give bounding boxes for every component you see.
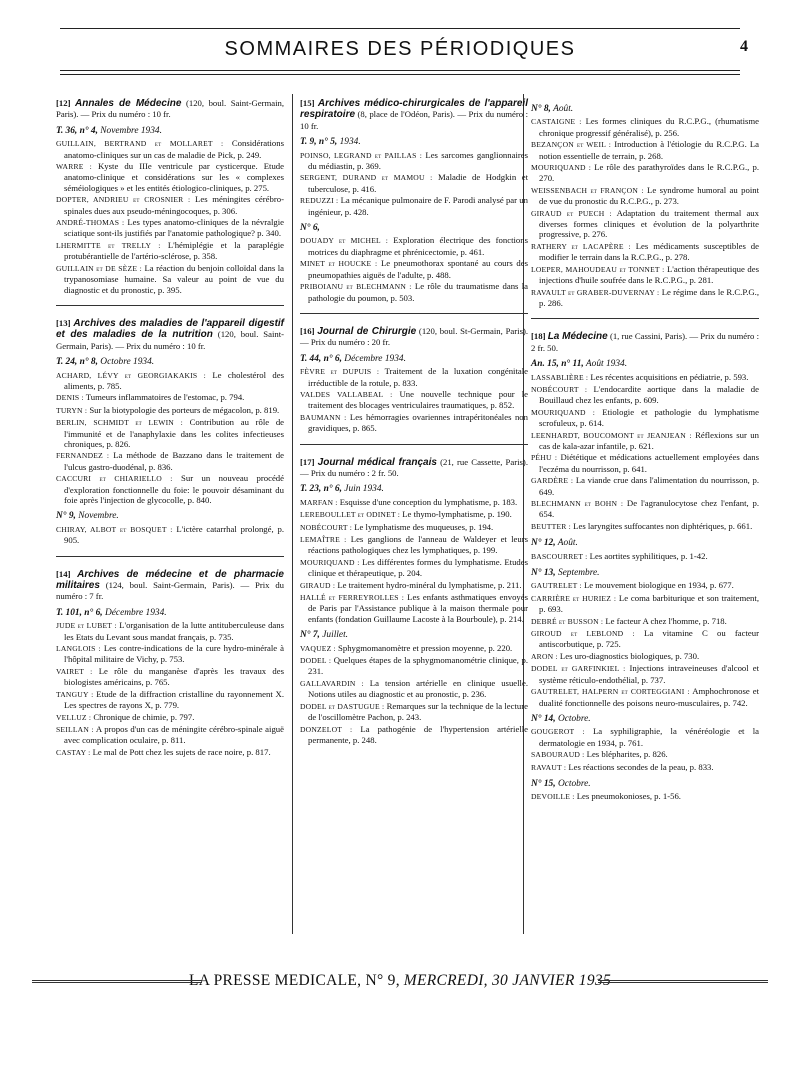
issue-heading [531,568,759,578]
article-title: Les types anatomo-cliniques de la névralgie sciatique sont-ils justifiés par l'anatomie pathologique? p. 340. [64,217,285,239]
issue-number: T. 23, n° 6, [300,484,342,495]
article-authors: CHIRAY, ALBOT et BOSQUET : [56,524,173,534]
article-entry [531,116,759,138]
article-authors: DODEL et DASTUGUE : [300,701,385,711]
article-title: Les contre-indications de la cure hydro-minérale à l'hôpital militaire de Vichy, p. 753. [64,643,285,665]
article-entry [56,263,284,295]
article-entry [56,712,284,723]
article-authors: HALLÉ et FERREYROLLES : [300,593,405,603]
article-title: Le rôle du traumatisme dans la pathologie du poumon, p. 503. [308,281,529,303]
issue-number: T. 24, n° 8, [56,357,98,368]
issue-date: Octobre. [557,778,591,789]
article-authors: DOUADY et MICHEL : [300,236,389,246]
article-authors: BERLIN, SCHMIDT et LEWIN : [56,418,183,428]
column-3 [531,98,759,804]
journal-heading [300,326,528,348]
article-authors: GUILLAIN et DE SÈZE : [56,263,142,273]
article-title: Le thymo-lymphatisme, p. 190. [402,509,512,520]
article-entry [300,258,528,280]
article-entry [300,643,528,654]
issue-number: N° 13, [531,568,556,579]
article-title: Sur la biotypologie des porteurs de mégacolon, p. 819. [89,404,280,415]
page-footer [0,972,800,990]
article-authors: GAUTRELET : [531,581,582,591]
article-title: Le régime dans le R.C.P.G., p. 286. [539,286,759,308]
article-authors: GAUTRELET, HALPERN et CORTEGGIANI : [531,687,690,697]
journal-heading [56,98,284,120]
article-title: Les méningites cérébro-spinales dues aux pseudo-méningocoques, p. 306. [64,194,284,216]
article-entry [56,405,284,416]
article-authors: GALLAVARDIN : [300,678,364,688]
article-authors: VAIRET : [56,666,93,676]
article-entry [300,389,528,411]
article-authors: ANDRÉ-THOMAS : [56,218,125,228]
article-title: Tumeurs inflammatoires de l'estomac, p. 794. [85,392,245,403]
article-title: La viande crue dans l'alimentation du nourrisson, p. 649. [539,475,760,497]
article-authors: PÉHU : [531,453,558,463]
issue-heading [300,484,528,494]
article-entry [531,498,759,520]
header-rule-bottom-2 [60,74,740,75]
article-entry [531,407,759,429]
article-entry [531,791,759,802]
article-authors: DODEL : [300,656,332,666]
article-title: Les enfants asthmatiques envoyés de Paris par l'Assistance publique à la maison thermale pour enfants (fondation Guillaume Lacoste à la Bourboule), p. 214. [308,592,528,624]
article-entry [56,217,284,239]
article-title: Les récentes acquisitions en pédiatrie, p. 593. [590,371,749,382]
article-authors: LEMAÎTRE : [300,535,347,544]
issue-number: T. 44, n° 6, [300,353,342,364]
article-entry [300,509,528,520]
issue-date: Juin 1934. [344,484,384,495]
article-authors: DONZELOT : [300,724,353,734]
article-entry [531,628,759,650]
journal-info: (21, rue Cassette, Paris). — Prix du numéro : 2 fr. 50. [300,456,528,478]
article-authors: VAQUEZ : [300,643,336,653]
article-entry [531,430,759,452]
article-entry [531,593,759,615]
article-title: Les pneumokonioses, p. 1-56. [576,791,681,802]
journal-number: [13] [56,317,71,328]
footer-publication: LA PRESSE MEDICALE, N° 9, [188,972,400,989]
article-title: Introduction à l'étiologie du R.C.P.G. La notion essentielle de terrain, p. 268. [539,139,759,161]
article-authors: REDUZZI : [300,196,339,206]
journal-info: (120, boul. Saint-Germain, Paris). — Prix du numéro : 10 fr. [56,98,285,120]
article-title: Le mal de Pott chez les sujets de race noire, p. 817. [92,746,271,757]
article-title: Le facteur A chez l'homme, p. 718. [605,615,727,626]
article-title: L'action thérapeutique des injections d'huile soufrée dans le R.C.P.G., p. 281. [539,263,759,286]
journal-name: Archives de médecine et de pharmacie militaires [56,568,284,592]
article-entry [531,208,759,240]
footer-rule-left [32,980,202,983]
article-title: Le cholestérol des aliments, p. 785. [64,369,284,391]
article-entry [56,417,284,449]
article-title: Les laryngites suffocantes non diphtériques, p. 661. [573,520,753,531]
issue-number: N° 15, [531,778,556,789]
issue-heading [531,359,759,369]
issue-date: Décembre 1934. [344,353,406,364]
article-authors: LEENHARDT, BOUCOMONT et JEANJEAN : [531,430,692,440]
article-title: Etude de la diffraction cristalline du rayonnement X. Les spectres de rayons X, p. 779. [64,688,285,711]
issue-number: N° 7, [300,630,320,641]
article-entry [531,551,759,562]
issue-heading [56,357,284,367]
journal-heading [300,457,528,479]
article-authors: CASTAIGNE : [531,117,582,127]
article-title: De l'agranulocytose chez l'enfant, p. 654. [539,498,760,520]
article-authors: GIRAUD et PUECH : [531,208,612,218]
article-entry [56,450,284,472]
article-entry [56,240,284,262]
article-authors: NOBÉCOURT : [300,522,353,532]
article-entry [531,663,759,685]
article-entry [531,452,759,474]
article-authors: ACHARD, LÉVY et GEORGIAKAKIS : [56,370,206,380]
article-authors: MINET et HOUCKE : [300,259,378,269]
article-title: Les aortites syphilitiques, p. 1-42. [589,550,708,561]
article-authors: NOBÉCOURT : [531,384,588,394]
issue-heading [531,538,759,548]
article-title: Les médicaments susceptibles de modifier le terrain dans la R.C.P.G., p. 278. [539,240,760,263]
article-entry [531,651,759,662]
article-title: La vitamine C ou facteur antiscorbutique, p. 725. [539,628,760,650]
article-authors: VALDES VALLABEAL : [300,389,393,399]
article-title: Sphygmomanomètre et pression moyenne, p. 220. [338,642,513,653]
journal-name: Journal médical français [317,456,437,468]
article-title: Les blépharites, p. 826. [586,749,668,760]
journal-number: [18] [531,331,546,342]
issue-heading [56,126,284,136]
article-title: Remarques sur la technique de la lecture de l'oscillomètre Pachon, p. 243. [308,700,528,723]
article-entry [531,372,759,383]
article-title: Les uro-diagnostics biologiques, p. 730. [559,650,700,661]
article-entry [300,281,528,303]
issue-number: T. 36, n° 4, [56,125,98,136]
column-2 [300,98,528,746]
article-authors: RATHERY et LACAPÈRE : [531,241,631,251]
journal-number: [15] [300,98,315,108]
article-authors: TURYN : [56,405,88,415]
article-authors: MARFAN : [300,497,338,507]
article-authors: TANGUY : [56,689,94,699]
article-title: Le rôle des parathyroïdes dans le R.C.P.G., p. 270. [539,162,759,184]
article-authors: RAVAUT : [531,762,567,772]
article-entry [300,580,528,591]
article-entry [531,264,759,286]
article-entry [56,370,284,392]
article-entry [531,139,759,161]
article-title: Une nouvelle technique pour le traitement des blocages ventriculaires traumatiques, p. 852. [308,388,529,411]
article-title: Le rôle du manganèse d'après les travaux des biologistes américains, p. 765. [64,665,284,688]
article-title: Adaptation du traitement thermal aux diverses formes cliniques et évolution de la polyarthrite progressive, p. 276. [539,207,759,240]
article-entry [56,524,284,546]
article-authors: BASCOURRET : [531,551,588,561]
article-entry [56,392,284,403]
issue-number: N° 6, [300,223,320,234]
article-authors: SABOURAUD : [531,750,585,760]
article-title: L'endocardite aortique dans la maladie de Bouillaud chez les enfants, p. 609. [539,383,759,406]
article-entry [56,473,284,505]
article-title: Le lymphatisme des muqueuses, p. 194. [354,521,494,532]
article-authors: JUDE et LUBET : [56,621,117,631]
article-authors: VELLUZ : [56,712,92,722]
article-authors: GUILLAIN, BERTRAND et MOLLARET : [56,139,224,149]
journal-name: Archives médico-chirurgicales de l'appareil respiratoire [300,98,528,121]
article-authors: CARRIÈRE et HURIEZ : [531,593,617,603]
article-authors: LANGLOIS : [56,644,101,654]
article-title: Les hémorragies ovariennes intrapéritonéales non gravidiques, p. 865. [308,411,528,434]
article-title: La méthode de Bazzano dans le traitement de l'ulcus gastro-duodénal, p. 836. [64,450,285,472]
article-title: Considérations anatomo-cliniques sur un cas de maladie de Pick, p. 249. [64,138,284,160]
article-authors: BAUMANN : [300,412,347,422]
article-entry [531,749,759,760]
article-authors: FÈVRE et DUPUIS : [300,367,380,377]
article-authors: LEREBOULLET et ODINET : [300,510,401,520]
article-entry [531,162,759,184]
journal-info: (8, place de l'Odéon, Paris). — Prix du numéro : 10 fr. [300,109,528,131]
article-authors: PRIBOIANU et BLECHMANN : [300,282,412,292]
article-entry [56,643,284,665]
article-authors: SEILLAN : [56,724,94,734]
article-authors: WARRE : [56,162,92,172]
article-authors: SERGENT, DURAND et MAMOU : [300,173,433,183]
article-title: Chronique de chimie, p. 797. [93,711,195,722]
article-entry [531,616,759,627]
article-title: Esquisse d'une conception du lymphatisme, p. 183. [339,496,518,507]
article-authors: DOPTER, ANDRIEU et CROSNIER : [56,195,191,205]
journal-heading [56,569,284,602]
article-title: Amphochronose et dualité fonctionnelle des poisons neuro-musculaires, p. 742. [539,686,759,708]
issue-heading [300,223,528,233]
article-entry [531,521,759,532]
issue-heading [531,104,759,114]
page-title: SOMMAIRES DES PÉRIODIQUES [224,38,576,60]
article-entry [56,724,284,746]
issue-heading [300,630,528,640]
article-entry [531,580,759,591]
article-entry [531,686,759,708]
article-entry [56,161,284,193]
issue-date: Septembre. [557,568,600,579]
journal-number: [12] [56,98,71,108]
journal-number: [17] [300,456,315,467]
article-entry [300,557,528,579]
page-number: 4 [740,38,748,55]
article-title: Le syndrome humoral au point de vue du pronostic du R.C.P.G., p. 273. [539,184,759,207]
article-title: Kyste du IIIe ventricule par cysticerque. Etude anatomo-clinique et considérations sur les « complexes séméiologiques » et les entités étiologico-cliniques, p. 275. [64,161,284,193]
article-title: La pathogénie de l'hypertension artérielle permanente, p. 248. [308,723,528,745]
journal-heading [56,318,284,351]
issue-date: Octobre. [557,713,591,724]
journal-heading [300,98,528,131]
article-authors: CACCURI et CHIARIELLO : [56,474,173,484]
article-entry [300,195,528,217]
article-title: Les sarcomes ganglionnaires du médiastin, p. 369. [308,149,529,172]
article-title: L'organisation de la lutte antituberculeuse dans les Etats du Levant sous mandat français, p. 735. [64,620,285,642]
article-entry [56,194,284,216]
article-entry [300,366,528,388]
article-title: Les formes cliniques du R.C.P.G., (rhumatisme chronique progressif généralisé), p. 256. [539,116,760,138]
issue-heading [56,608,284,618]
journal-number: [14] [56,568,71,579]
article-authors: LASSABLIÈRE : [531,372,589,382]
issue-number: N° 12, [531,538,556,549]
journal-separator [56,305,284,306]
article-entry [531,475,759,497]
issue-date: Août. [557,538,578,549]
issue-number: N° 8, [531,104,551,114]
issue-date: Novembre 1934. [100,125,162,136]
journal-heading [531,331,759,353]
issue-date: Juillet. [322,630,349,641]
issue-number: T. 101, n° 6, [56,607,103,618]
article-entry [300,235,528,257]
article-title: Sur un nouveau procédé d'exploration fonctionnelle du foie: le pouvoir désaminant du foie après l'injection de glycocolle, p. 840. [64,473,285,505]
article-authors: POINSO, LEGRAND et PAILLAS : [300,150,423,160]
article-authors: BEZANÇON et WEIL : [531,140,612,150]
article-title: Injections intraveineuses d'alcool et système réticulo-endothélial, p. 737. [539,663,760,685]
article-title: La réaction du benjoin colloïdal dans la trypanosomiase humaine. Sa valeur au point de vue du diagnostic et du pronostic, p. 395. [64,262,284,295]
journal-separator [531,318,759,319]
issue-date: Août. [553,104,574,114]
journal-separator [56,556,284,557]
article-title: L'hémiplégie et la paraplégie protubérantielle de l'artério-sclérose, p. 358. [64,239,284,262]
article-entry [56,666,284,688]
journal-info: (120, boul. Saint-Germain, Paris). — Prix du numéro : 10 fr. [56,329,285,351]
article-title: La mécanique pulmonaire de F. Parodi analysé par un ingénieur, p. 428. [308,195,528,217]
column-divider-1 [292,94,293,934]
article-title: Le pneumothorax spontané au cours des pneumopathies aiguës de l'adulte, p. 488. [308,258,529,280]
article-title: Diététique et médications actuellement employées dans l'eczéma du nourrisson, p. 641. [539,452,759,474]
article-authors: DEBRÉ et BUSSON : [531,616,604,626]
article-title: Le mouvement biologique en 1934, p. 677. [583,580,734,591]
journal-separator [300,313,528,314]
journal-info: (120, boul. St-Germain, Paris). — Prix du numéro : 20 fr. [300,325,529,348]
article-authors: CASTAY : [56,747,91,757]
journal-name: Journal de Chirurgie [317,325,417,337]
article-title: La tension artérielle en clinique usuelle. Notions utiles au diagnostic et au pronostic, p. 236. [308,677,528,700]
article-authors: DODEL et GARFINKIEL : [531,664,626,674]
article-authors: MOURIQUAND : [300,557,360,567]
article-authors: GOUGEROT : [531,727,585,737]
article-title: Les réactions secondes de la peau, p. 833. [568,761,714,772]
article-entry [531,287,759,309]
article-entry [56,747,284,758]
article-entry [56,620,284,642]
article-title: Exploration électrique des fonctions motrices du diaphragme et phrénicectomie, p. 461. [308,235,528,257]
article-entry [56,689,284,711]
article-title: Traitement de la luxation congénitale irréductible de la rotule, p. 833. [308,366,528,388]
footer-date: MERCREDI, 30 JANVIER 1935 [403,972,612,989]
footer-rule-right [598,980,768,983]
issue-number: An. 15, n° 11, [531,359,584,370]
article-entry [300,412,528,434]
article-authors: RAVAULT et GRABER-DUVERNAY : [531,287,660,297]
article-title: Quelques étapes de la sphygmomanométrie clinique, p. 231. [308,655,529,677]
issue-date: Novembre. [78,511,119,522]
issue-date: 1934. [339,137,361,148]
article-authors: BEUTTER : [531,521,571,531]
article-authors: FERNANDEZ : [56,451,110,461]
issue-heading [56,511,284,521]
header-rule-bottom [60,70,740,71]
article-entry [300,534,528,556]
article-title: Etiologie et pathologie du lymphatisme scrofuleux, p. 614. [539,406,759,429]
article-authors: GIRAUD : [300,580,336,590]
article-entry [300,655,528,677]
article-title: A propos d'un cas de méningite cérébro-spinale aiguë avec complication oculaire, p. 811. [64,723,284,746]
article-title: Les ganglions de l'anneau de Waldeyer et leurs réactions pathologiques chez les lymphatiques, p. 199. [308,534,528,556]
issue-date: Août 1934. [585,359,628,370]
article-entry [300,592,528,624]
article-title: Contribution au rôle de l'immunité et de l'anaphylaxie dans les colites infectieuses chroniques, p. 826. [64,417,285,449]
issue-number: N° 14, [531,713,556,724]
article-entry [300,497,528,508]
issue-number: T. 9, n° 5, [300,137,338,148]
issue-date: Décembre 1934. [104,607,167,618]
article-entry [531,384,759,406]
article-entry [300,172,528,194]
header-rule-top [60,28,740,29]
journal-name: La Médecine [547,331,608,343]
article-entry [300,701,528,723]
article-authors: MOURIQUAND : [531,407,596,417]
article-entry [531,241,759,263]
article-entry [300,678,528,700]
journal-name: Archives des maladies de l'appareil digestif et des maladies de la nutrition [56,317,285,341]
article-entry [531,185,759,207]
issue-heading [300,137,528,147]
issue-heading [300,354,528,364]
article-entry [300,150,528,172]
issue-number: N° 9, [56,511,76,522]
article-entry [531,726,759,748]
article-title: Le traitement hydro-minéral du lymphatisme, p. 211. [337,579,522,590]
article-authors: GIROUD et LEBLOND : [531,629,635,639]
article-authors: WEISSENBACH et FRANÇON : [531,185,644,195]
article-authors: BLECHMANN et BOHN : [531,499,624,508]
article-title: La syphiligraphie, la vénéréologie et la dermatologie en 1934, p. 761. [539,726,760,748]
article-authors: LOEPER, MAHOUDEAU et TONNET : [531,264,665,274]
journal-info: (124, boul. Saint-Germain, Paris). — Prix du numéro : 7 fr. [56,580,285,602]
article-entry [300,522,528,533]
article-authors: ARON : [531,651,558,661]
issue-date: Octobre 1934. [100,357,155,368]
article-title: L'ictère catarrhal prolongé, p. 905. [64,523,284,546]
article-authors: DEVOILLE : [531,792,575,802]
article-entry [531,762,759,773]
article-title: Réflexions sur un cas de kala-azar infantile, p. 621. [539,429,759,451]
issue-heading [531,779,759,789]
journal-number: [16] [300,325,315,336]
article-title: Maladie de Hodgkin et tuberculose, p. 416. [308,172,528,194]
article-title: Le coma barbiturique et son traitement, p. 693. [539,592,759,615]
article-authors: DENIS : [56,393,84,403]
issue-heading [531,714,759,724]
journal-name: Annales de Médecine [75,98,182,109]
journal-separator [300,444,528,445]
article-entry [56,138,284,160]
article-authors: MOURIQUAND : [531,163,592,173]
journal-info: (1, rue Cassini, Paris). — Prix du numéro : 2 fr. 50. [531,331,759,353]
article-title: Les différentes formes du lymphatisme. Etudes clinique et thérapeutique, p. 204. [308,556,528,579]
article-authors: GARDÈRE : [531,476,574,486]
column-1 [56,98,284,759]
article-authors: LHERMITTE et TRELLY : [56,240,161,250]
article-entry [300,724,528,746]
